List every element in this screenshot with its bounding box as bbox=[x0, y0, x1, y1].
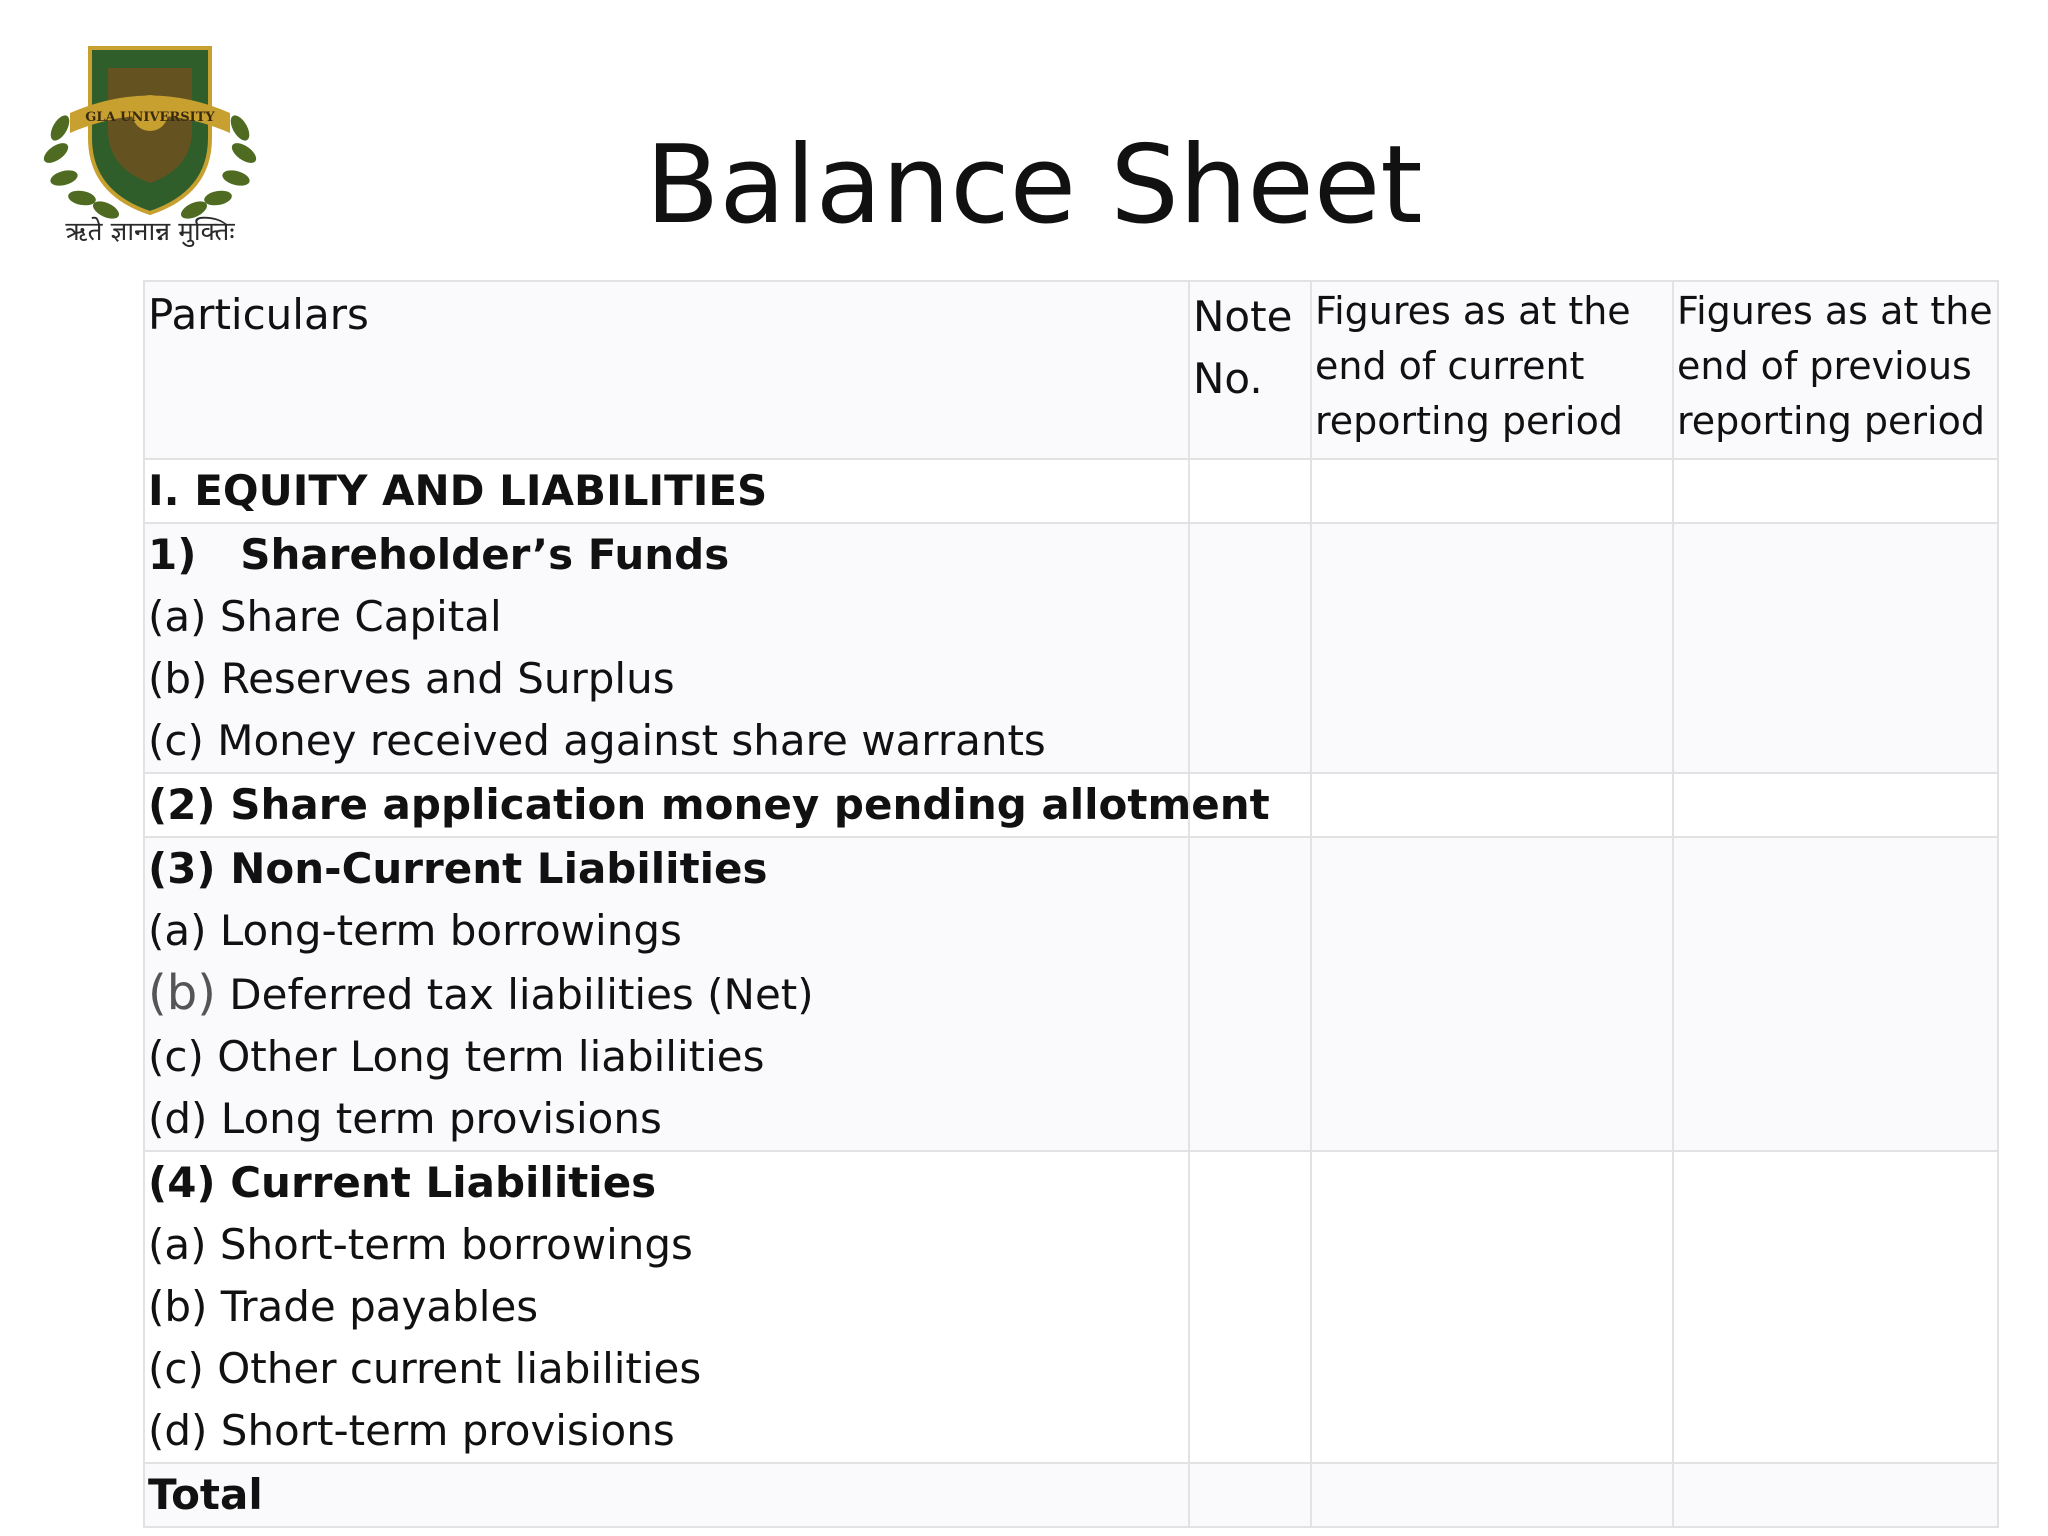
note-cell bbox=[1189, 1151, 1311, 1463]
current-cell bbox=[1311, 523, 1673, 773]
current-cell bbox=[1311, 1463, 1673, 1527]
header-previous-period: Figures as at the end of previous reporting period bbox=[1673, 281, 1998, 459]
item-label: Deferred tax liabilities (Net) bbox=[215, 970, 814, 1019]
shareholders-funds-heading: 1) Shareholder’s Funds bbox=[148, 530, 730, 579]
note-cell bbox=[1189, 459, 1311, 523]
note-cell bbox=[1189, 837, 1311, 1151]
table-row bbox=[144, 837, 1998, 1151]
current-cell bbox=[1311, 459, 1673, 523]
table-row bbox=[144, 523, 1998, 773]
previous-cell bbox=[1673, 459, 1998, 523]
current-cell bbox=[1311, 773, 1673, 837]
non-current-liabilities-heading: (3) Non-Current Liabilities bbox=[148, 844, 768, 893]
item-prefix: (b) bbox=[148, 965, 216, 1021]
table-row bbox=[144, 1463, 1998, 1527]
total-label: Total bbox=[148, 1470, 263, 1519]
list-item: (a) Share Capital bbox=[148, 592, 502, 641]
list-item: (c) Other Long term liabilities bbox=[148, 1032, 765, 1081]
list-item: (c) Money received against share warrants bbox=[148, 716, 1046, 765]
logo-name: GLA UNIVERSITY bbox=[85, 110, 215, 125]
section-equity-liabilities: I. EQUITY AND LIABILITIES bbox=[148, 466, 768, 515]
previous-cell bbox=[1673, 773, 1998, 837]
table-row bbox=[144, 459, 1998, 523]
previous-cell bbox=[1673, 837, 1998, 1151]
logo-motto: ऋते ज्ञानान्न मुक्तिः bbox=[65, 217, 235, 247]
balance-sheet-table bbox=[143, 280, 1999, 1528]
header-current-period: Figures as at the end of current reporting period bbox=[1311, 281, 1673, 459]
previous-cell bbox=[1673, 1151, 1998, 1463]
current-liabilities-heading: (4) Current Liabilities bbox=[148, 1158, 657, 1207]
list-item bbox=[148, 962, 1185, 1026]
header-particulars: Particulars bbox=[144, 281, 1189, 459]
current-cell bbox=[1311, 837, 1673, 1151]
page-title: Balance Sheet bbox=[645, 123, 1423, 248]
note-cell bbox=[1189, 1463, 1311, 1527]
header-note-no: Note No. bbox=[1189, 281, 1311, 459]
previous-cell bbox=[1673, 523, 1998, 773]
list-item: (c) Other current liabilities bbox=[148, 1344, 702, 1393]
list-item: (d) Short-term provisions bbox=[148, 1406, 675, 1455]
current-cell bbox=[1311, 1151, 1673, 1463]
list-item: (d) Long term provisions bbox=[148, 1094, 662, 1143]
list-item: (b) Reserves and Surplus bbox=[148, 654, 675, 703]
list-item: (a) Short-term borrowings bbox=[148, 1220, 693, 1269]
table-header-row bbox=[144, 281, 1998, 459]
table-row bbox=[144, 773, 1998, 837]
list-item: (b) Trade payables bbox=[148, 1282, 539, 1331]
table-row bbox=[144, 1151, 1998, 1463]
list-item: (a) Long-term borrowings bbox=[148, 906, 682, 955]
share-application-money: (2) Share application money pending allotment bbox=[148, 780, 1270, 829]
previous-cell bbox=[1673, 1463, 1998, 1527]
note-cell bbox=[1189, 523, 1311, 773]
